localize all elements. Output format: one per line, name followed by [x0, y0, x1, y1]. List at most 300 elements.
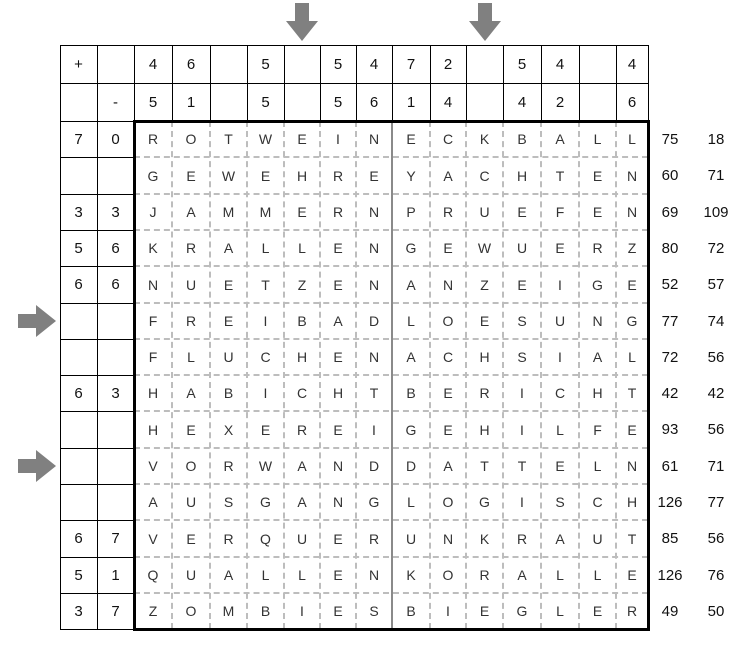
row-plus-count: [60, 484, 97, 520]
letter-cell: P: [406, 204, 416, 220]
column-minus-count: [579, 83, 616, 121]
letter-cell: R: [185, 313, 197, 329]
letter-area-border: [133, 121, 136, 630]
letter-cell: R: [592, 240, 603, 256]
row-sum-right: 71: [707, 457, 725, 475]
letter-cell: Z: [627, 240, 637, 256]
letter-cell: U: [223, 349, 234, 365]
letter-cell: N: [442, 276, 454, 293]
letter-cell: T: [369, 385, 379, 401]
letter-cell: H: [592, 385, 603, 401]
row-sum-left: 75: [661, 130, 679, 148]
letter-cell: I: [336, 131, 340, 147]
row-sum-left: 60: [661, 167, 679, 184]
letter-cell: U: [592, 530, 603, 547]
letter-cell: E: [333, 530, 343, 547]
letter-area-border: [647, 121, 650, 630]
letter-cell: H: [296, 349, 308, 365]
letter-cell: S: [517, 349, 527, 365]
column-minus-count: 5: [148, 93, 158, 111]
letter-cell: J: [149, 204, 157, 220]
letter-cell: N: [626, 458, 638, 474]
column-minus-count: [210, 83, 247, 121]
letter-cell: O: [442, 313, 454, 329]
letter-cell: T: [224, 131, 233, 147]
row-minus-count: [97, 411, 134, 448]
grid-line: [579, 45, 580, 121]
letter-cell: E: [333, 603, 343, 619]
letter-cell: E: [592, 204, 603, 220]
letter-cell: L: [298, 567, 306, 583]
letter-cell: A: [555, 530, 565, 547]
letter-cell: N: [626, 167, 638, 184]
right-arrow-icon: [18, 448, 58, 484]
letter-cell: R: [332, 167, 344, 184]
letter-cell: W: [477, 240, 492, 256]
row-plus-count: [60, 157, 97, 194]
letter-cell: T: [627, 530, 637, 547]
letter-cell: I: [263, 385, 268, 401]
grid-line: [541, 45, 542, 121]
row-sum-left: 93: [661, 421, 679, 438]
letter-cell: L: [261, 240, 270, 256]
letter-cell: X: [223, 421, 234, 438]
letter-cell: I: [263, 313, 268, 329]
letter-cell: E: [443, 385, 453, 401]
column-minus-count: 6: [627, 93, 637, 111]
column-minus-count: [284, 83, 320, 121]
row-plus-count: [60, 448, 97, 484]
letter-cell: G: [405, 240, 417, 256]
letter-cell: R: [147, 131, 159, 147]
letter-cell: E: [186, 421, 196, 438]
letter-cell: N: [368, 240, 380, 256]
row-minus-count: 1: [111, 566, 120, 584]
letter-cell: I: [520, 494, 524, 510]
letter-cell: E: [333, 421, 343, 438]
letter-cell: E: [517, 276, 527, 293]
letter-cell: A: [297, 458, 307, 474]
letter-cell: K: [479, 530, 490, 547]
grid-line: [60, 45, 61, 121]
letter-cell: N: [626, 204, 638, 220]
letter-cell: E: [627, 276, 637, 293]
letter-cell: K: [148, 240, 158, 256]
letter-cell: B: [406, 385, 416, 401]
column-minus-count: 4: [443, 93, 453, 111]
column-plus-count: 7: [406, 55, 416, 73]
letter-cell: A: [406, 349, 416, 365]
letter-cell: E: [333, 567, 343, 583]
grid-line: [392, 45, 393, 121]
letter-cell: F: [148, 313, 158, 329]
row-minus-count: 7: [111, 602, 120, 620]
column-plus-count: 5: [333, 55, 343, 73]
grid-line: [247, 45, 248, 121]
letter-cell: L: [628, 131, 636, 147]
letter-cell: A: [406, 276, 416, 293]
letter-cell: I: [300, 603, 304, 619]
letter-cell: M: [259, 204, 272, 220]
letter-cell: B: [517, 131, 527, 147]
row-sum-left: 77: [661, 312, 679, 330]
grid-line: [60, 83, 648, 84]
letter-cell: A: [333, 313, 343, 329]
letter-cell: O: [442, 494, 454, 510]
letter-cell: G: [516, 603, 528, 619]
letter-cell: E: [627, 567, 637, 583]
row-minus-count: 6: [111, 239, 120, 257]
row-plus-count: 3: [74, 602, 83, 620]
letter-cell: E: [443, 240, 453, 256]
letter-cell: T: [555, 167, 565, 184]
column-minus-count: 5: [261, 93, 270, 111]
row-minus-count: 7: [111, 530, 120, 547]
letter-cell: R: [185, 240, 197, 256]
letter-cell: C: [592, 494, 603, 510]
letter-cell: N: [332, 458, 344, 474]
row-plus-count: 6: [74, 530, 83, 547]
letter-cell: C: [442, 131, 454, 147]
letter-cell: E: [186, 530, 196, 547]
column-plus-count: 5: [261, 55, 270, 73]
right-arrow-icon: [18, 303, 58, 339]
row-minus-count: [97, 303, 134, 339]
letter-cell: G: [260, 494, 271, 510]
letter-cell: G: [626, 313, 638, 329]
letter-cell: L: [407, 494, 415, 510]
row-sum-left: 126: [657, 566, 683, 584]
letter-cell: E: [333, 240, 343, 256]
row-sum-left: 80: [661, 239, 679, 257]
letter-cell: H: [479, 349, 490, 365]
row-sum-left: 52: [661, 276, 679, 293]
letter-cell: L: [593, 567, 602, 583]
row-sum-left: 85: [661, 530, 679, 547]
letter-cell: K: [479, 131, 490, 147]
letter-cell: I: [372, 421, 376, 438]
letter-cell: N: [368, 131, 380, 147]
row-minus-count: 3: [111, 384, 120, 402]
row-sum-left: 42: [661, 384, 679, 402]
letter-cell: R: [223, 458, 234, 474]
letter-cell: Q: [260, 530, 271, 547]
grid-line: [466, 45, 467, 121]
letter-cell: M: [222, 603, 235, 619]
grid-line: [356, 45, 357, 121]
column-plus-count: [284, 45, 320, 83]
row-sum-right: 18: [707, 130, 725, 148]
letter-cell: W: [221, 167, 236, 184]
letter-cell: M: [222, 204, 235, 220]
row-plus-count: [60, 411, 97, 448]
letter-cell: E: [333, 349, 343, 365]
letter-cell: S: [555, 494, 565, 510]
letter-cell: E: [333, 276, 343, 293]
letter-cell: R: [223, 530, 234, 547]
letter-cell: S: [369, 603, 379, 619]
letter-cell: H: [147, 385, 159, 401]
letter-cell: E: [443, 421, 453, 438]
letter-cell: E: [406, 131, 416, 147]
letter-cell: B: [260, 603, 271, 619]
letter-area-border: [133, 628, 650, 631]
grid-line: [503, 45, 504, 121]
letter-cell: N: [332, 494, 344, 510]
letter-cell: B: [297, 313, 307, 329]
row-sum-right: 77: [707, 493, 725, 511]
letter-cell: I: [520, 385, 524, 401]
letter-cell: D: [405, 458, 417, 474]
row-sum-right: 56: [707, 530, 725, 547]
letter-cell: G: [368, 494, 380, 510]
letter-cell: G: [405, 421, 417, 438]
letter-cell: W: [258, 131, 273, 147]
letter-cell: A: [592, 349, 603, 365]
letter-cell: C: [554, 385, 566, 401]
letter-cell: C: [479, 167, 490, 184]
letter-cell: E: [479, 603, 490, 619]
letter-cell: U: [185, 494, 197, 510]
letter-cell: T: [517, 458, 527, 474]
letter-cell: E: [517, 204, 527, 220]
grid-line: [60, 629, 134, 630]
letter-cell: E: [297, 204, 307, 220]
letter-cell: I: [520, 421, 524, 438]
letter-cell: U: [185, 276, 197, 293]
letter-cell: Z: [297, 276, 307, 293]
letter-cell: Y: [406, 167, 416, 184]
column-minus-count: 1: [406, 93, 416, 111]
letter-cell: A: [148, 494, 158, 510]
column-minus-count: [466, 83, 503, 121]
letter-cell: U: [296, 530, 308, 547]
row-sum-left: 49: [661, 602, 679, 620]
column-plus-count: [579, 45, 616, 83]
down-arrow-icon: [284, 3, 320, 43]
row-minus-count: [97, 448, 134, 484]
letter-cell: E: [260, 421, 271, 438]
letter-cell: L: [556, 567, 564, 583]
minus-header: -: [113, 93, 118, 111]
letter-cell: E: [592, 167, 603, 184]
letter-cell: O: [185, 458, 197, 474]
letter-cell: I: [558, 349, 562, 365]
letter-cell: L: [298, 240, 306, 256]
column-plus-count: 5: [517, 55, 527, 73]
column-plus-count: 6: [186, 55, 196, 73]
letter-cell: B: [406, 603, 416, 619]
row-plus-count: [60, 339, 97, 375]
row-sum-right: 42: [707, 384, 725, 402]
letter-cell: H: [147, 421, 159, 438]
grid-line: [430, 45, 431, 121]
letter-cell: A: [223, 567, 234, 583]
letter-cell: E: [186, 167, 196, 184]
column-minus-count: 1: [186, 93, 196, 111]
letter-cell: L: [593, 458, 602, 474]
letter-cell: F: [148, 349, 158, 365]
letter-cell: V: [148, 530, 158, 547]
row-sum-right: 109: [703, 203, 729, 221]
row-minus-count: [97, 484, 134, 520]
letter-cell: Z: [480, 276, 489, 293]
letter-cell: R: [626, 603, 638, 619]
row-sum-right: 57: [707, 276, 725, 293]
grid-line: [210, 45, 211, 121]
letter-cell: R: [368, 530, 380, 547]
letter-cell: A: [443, 458, 453, 474]
letter-cell: N: [368, 276, 380, 293]
letter-cell: A: [443, 167, 453, 184]
letter-cell: O: [185, 603, 197, 619]
grid-line: [648, 45, 649, 121]
letter-cell: E: [627, 421, 637, 438]
row-minus-count: [97, 339, 134, 375]
letter-cell: R: [516, 530, 528, 547]
letter-cell: H: [626, 494, 638, 510]
down-arrow-icon: [467, 3, 503, 43]
letter-cell: A: [223, 240, 234, 256]
letter-cell: Q: [147, 567, 159, 583]
letter-cell: W: [258, 458, 273, 474]
row-minus-count: [97, 157, 134, 194]
letter-cell: L: [628, 349, 636, 365]
column-plus-count: 4: [555, 55, 565, 73]
letter-cell: G: [147, 167, 159, 184]
letter-cell: N: [147, 276, 159, 293]
letter-cell: S: [517, 313, 527, 329]
letter-cell: C: [296, 385, 308, 401]
grid-line: [97, 45, 98, 121]
letter-cell: V: [148, 458, 158, 474]
letter-cell: L: [556, 421, 564, 438]
plus-header: +: [74, 55, 83, 73]
row-plus-count: 6: [74, 384, 83, 402]
letter-cell: H: [332, 385, 344, 401]
letter-cell: E: [297, 131, 307, 147]
row-sum-left: 61: [661, 457, 679, 475]
letter-cell: E: [369, 167, 379, 184]
letter-cell: I: [446, 603, 450, 619]
grid-line: [134, 45, 135, 121]
column-plus-count: 4: [627, 55, 637, 73]
letter-cell: U: [516, 240, 528, 256]
letter-cell: G: [479, 494, 490, 510]
letter-cell: R: [479, 567, 490, 583]
row-minus-count: 0: [111, 130, 120, 148]
row-sum-right: 71: [707, 167, 725, 184]
letter-cell: E: [479, 313, 490, 329]
letter-cell: H: [516, 167, 528, 184]
letter-cell: F: [593, 421, 602, 438]
letter-cell: E: [223, 276, 234, 293]
column-plus-count: [210, 45, 247, 83]
letter-cell: D: [368, 313, 380, 329]
letter-cell: F: [555, 204, 565, 220]
column-minus-count: 4: [517, 93, 527, 111]
row-sum-right: 76: [707, 566, 725, 584]
letter-cell: L: [593, 131, 602, 147]
column-minus-count: 6: [369, 93, 379, 111]
letter-cell: U: [554, 313, 566, 329]
letter-cell: U: [479, 204, 490, 220]
letter-cell: A: [555, 131, 565, 147]
letter-cell: E: [555, 240, 565, 256]
row-sum-right: 72: [707, 239, 725, 257]
letter-cell: I: [558, 276, 562, 293]
row-minus-count: 3: [111, 203, 120, 221]
letter-cell: K: [406, 567, 416, 583]
row-sum-left: 72: [661, 348, 679, 366]
letter-cell: A: [297, 494, 307, 510]
letter-cell: E: [260, 167, 271, 184]
letter-cell: A: [186, 204, 196, 220]
letter-cell: H: [296, 167, 308, 184]
letter-cell: U: [405, 530, 417, 547]
row-sum-right: 50: [707, 602, 725, 620]
letter-cell: O: [185, 131, 197, 147]
letter-cell: O: [442, 567, 454, 583]
grid-line: [284, 45, 285, 121]
letter-cell: L: [187, 349, 195, 365]
row-plus-count: 5: [74, 239, 83, 257]
row-plus-count: [60, 303, 97, 339]
row-sum-left: 69: [661, 203, 679, 221]
letter-cell: C: [260, 349, 271, 365]
letter-cell: L: [407, 313, 415, 329]
letter-cell: Z: [148, 603, 158, 619]
row-plus-count: 3: [74, 203, 83, 221]
row-sum-right: 56: [707, 348, 725, 366]
grid-line: [97, 121, 98, 629]
column-plus-count: 4: [369, 55, 379, 73]
column-plus-count: [466, 45, 503, 83]
letter-cell: N: [592, 313, 603, 329]
letter-cell: B: [223, 385, 234, 401]
letter-cell: A: [517, 567, 527, 583]
letter-cell: D: [368, 458, 380, 474]
letter-cell: E: [223, 313, 234, 329]
row-plus-count: 6: [74, 276, 83, 293]
column-minus-count: 5: [333, 93, 343, 111]
letter-cell: R: [442, 204, 454, 220]
letter-cell: T: [480, 458, 489, 474]
letter-cell: E: [555, 458, 565, 474]
row-sum-right: 56: [707, 421, 725, 438]
letter-cell: L: [261, 567, 270, 583]
letter-cell: R: [332, 204, 344, 220]
column-plus-count: 2: [443, 55, 453, 73]
column-plus-count: 4: [148, 55, 158, 73]
letter-cell: T: [627, 385, 637, 401]
letter-cell: N: [442, 530, 454, 547]
letter-area-border: [133, 120, 650, 123]
letter-cell: N: [368, 204, 380, 220]
letter-cell: G: [592, 276, 603, 293]
letter-cell: S: [223, 494, 234, 510]
letter-cell: L: [556, 603, 564, 619]
row-minus-count: 6: [111, 276, 120, 293]
grid-line: [60, 121, 61, 629]
row-plus-count: 7: [74, 130, 83, 148]
letter-cell: C: [442, 349, 454, 365]
row-plus-count: 5: [74, 566, 83, 584]
column-minus-count: 2: [555, 93, 565, 111]
row-sum-right: 74: [707, 312, 725, 330]
letter-cell: R: [296, 421, 308, 438]
letter-cell: U: [185, 567, 197, 583]
